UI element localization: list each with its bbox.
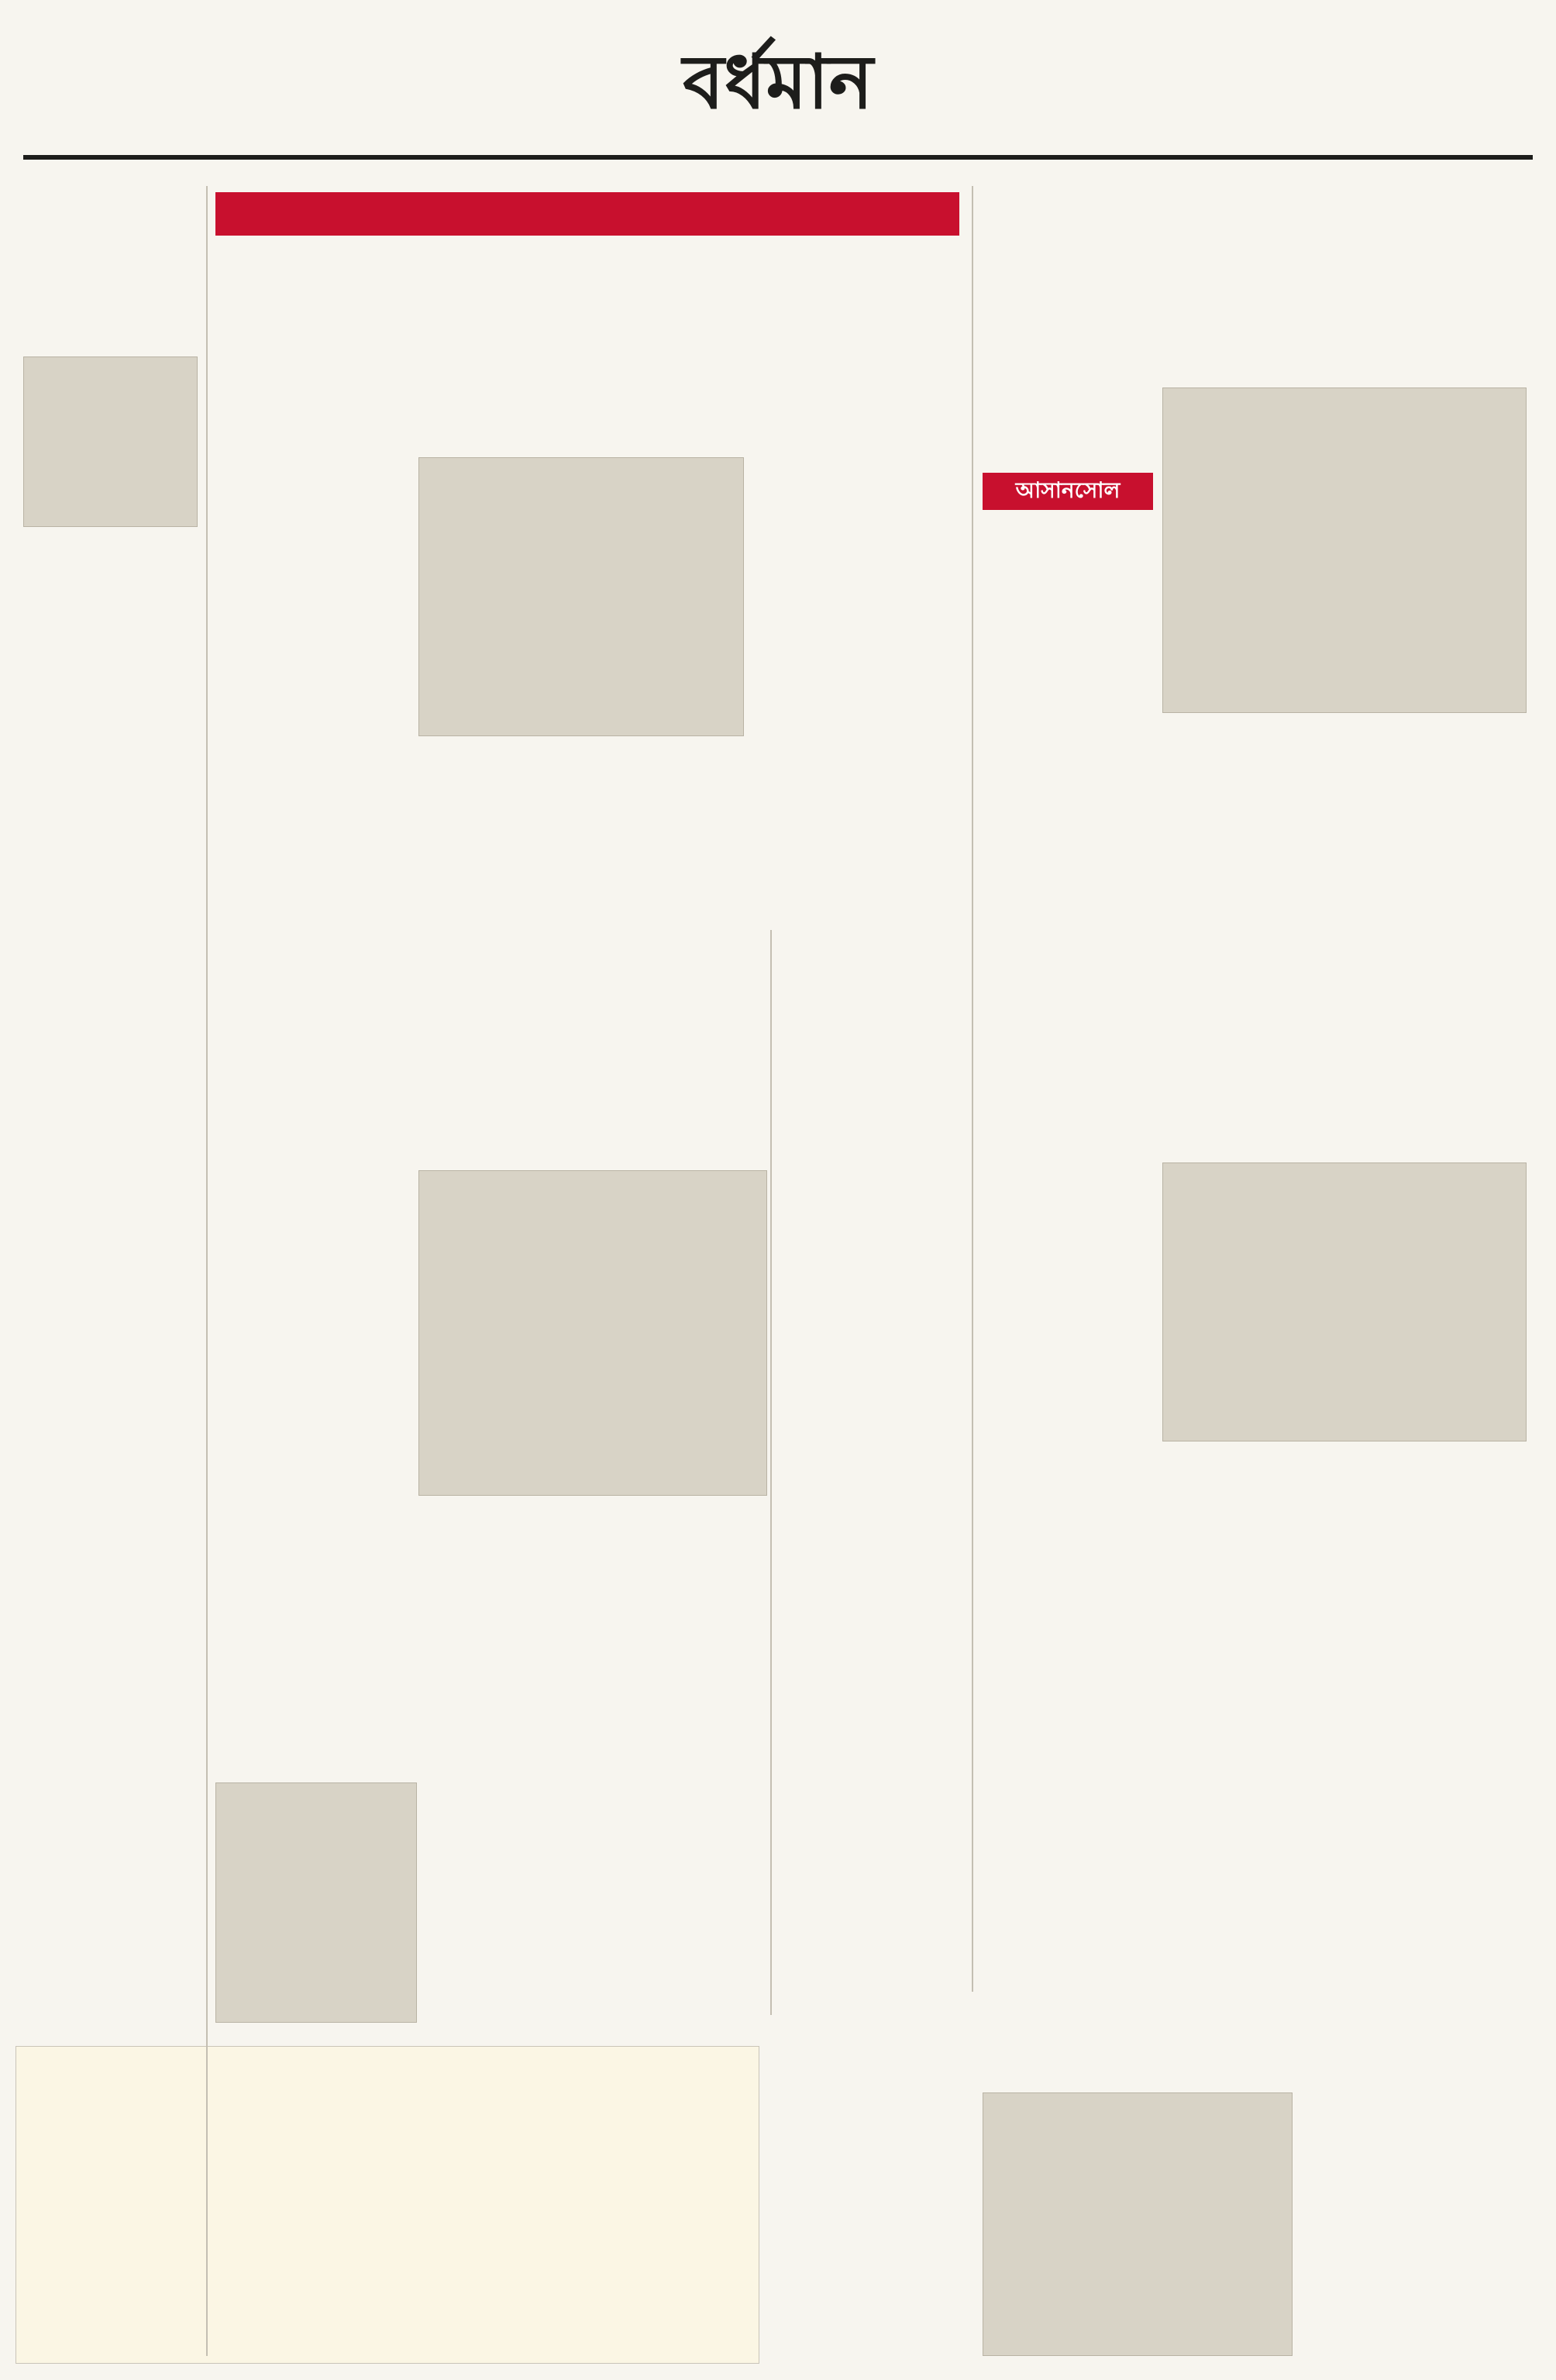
photo-fish bbox=[983, 2092, 1293, 2356]
photo-saraswati bbox=[418, 457, 744, 736]
section-banner bbox=[215, 192, 959, 236]
right-headline-lower bbox=[983, 1007, 1533, 1162]
location-tag: আসানসোল bbox=[983, 473, 1153, 510]
photo-cart bbox=[1162, 387, 1527, 713]
photo-kalna bbox=[418, 1170, 767, 1496]
photo-campaign bbox=[1162, 1162, 1527, 1441]
center-headline-small bbox=[215, 1651, 758, 1775]
col-left-headline-2 bbox=[15, 1511, 201, 1612]
column-rule-3 bbox=[972, 186, 973, 1992]
center-headline-lower bbox=[215, 1007, 758, 1147]
bottom-right-headline bbox=[775, 1984, 1533, 2046]
photo-hanuman bbox=[23, 356, 198, 527]
masthead-title: বর্ধমান bbox=[683, 38, 873, 126]
col-left-headline-1 bbox=[15, 186, 201, 356]
column-rule-2 bbox=[770, 930, 772, 2015]
comic-strip bbox=[15, 2046, 759, 2364]
photo-ganesh bbox=[215, 1782, 417, 2023]
right-headline-small bbox=[775, 938, 969, 1139]
col-left-headline-3 bbox=[15, 1689, 201, 1736]
main-headline-left bbox=[215, 248, 959, 403]
main-headline-right bbox=[983, 217, 1533, 349]
masthead-rule bbox=[23, 155, 1533, 160]
column-rule-1 bbox=[206, 186, 208, 2356]
